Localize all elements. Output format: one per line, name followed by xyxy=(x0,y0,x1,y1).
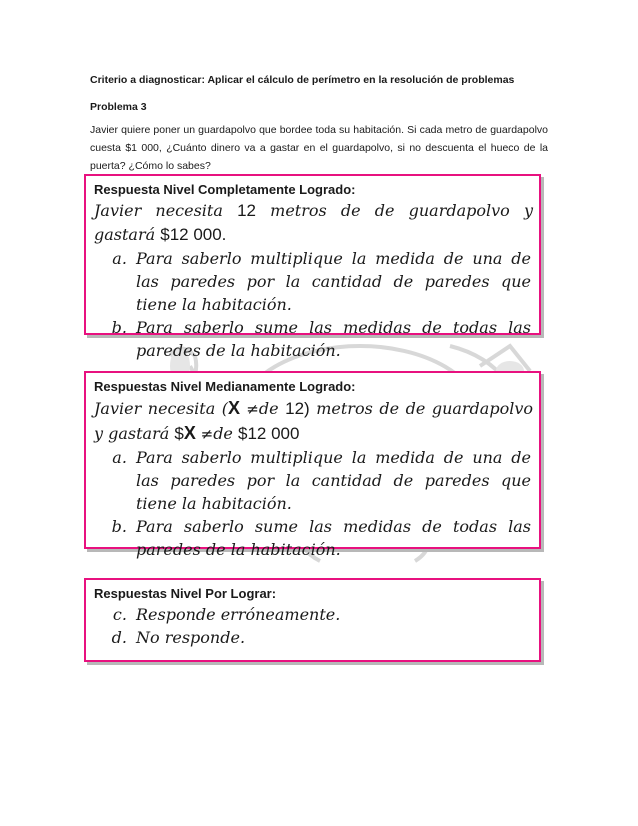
response-box-not-achieved xyxy=(84,578,541,662)
not-equal-sign: ≠ xyxy=(195,425,214,443)
dollar-sign: $ xyxy=(174,424,184,443)
not-equal-sign: ≠ xyxy=(240,400,259,418)
problem-title: Problema 3 xyxy=(90,101,147,113)
response-box-complete xyxy=(84,174,541,360)
answer-text: Javier necesita ( xyxy=(94,399,229,418)
criterio-heading: Criterio a diagnosticar: Aplicar el cálculo de perímetro en la resolución de problemas xyxy=(90,74,515,86)
problem-statement: Javier quiere poner un guardapolvo que bordee toda su habitación. Si cada metro de guardapolvo cuesta $1 000, ¿Cuánto dinero va a gastar en el guardapolvo, si no descuenta el hueco de la puerta? ¿Cómo lo sabes? xyxy=(90,124,548,172)
justification-list xyxy=(86,446,539,567)
answer-number: 12) xyxy=(285,399,310,418)
answer-amount: $12 000. xyxy=(160,225,227,244)
variable-x: X xyxy=(183,423,196,443)
answer-number: 12 xyxy=(237,201,256,220)
justification-list xyxy=(86,247,539,368)
response-item-d: d. No responde. xyxy=(132,626,531,649)
answer-text: de xyxy=(258,399,286,418)
level-label-not-achieved: Respuestas Nivel Por Lograr: xyxy=(94,586,277,601)
model-answer-complete xyxy=(86,197,539,247)
response-box-partial xyxy=(84,371,541,559)
response-item-c: c. Responde erróneamente. xyxy=(132,603,531,626)
answer-text: Javier necesita xyxy=(94,201,238,220)
variable-x: X xyxy=(228,398,241,418)
level-label-complete: Respuesta Nivel Completamente Logrado: xyxy=(94,182,356,197)
justification-item-b: b. Para saberlo sume las medidas de todas las paredes de la habitación. xyxy=(132,316,531,362)
answer-amount: $12 000 xyxy=(237,424,300,443)
justification-item-a: a. Para saberlo multiplique la medida de una de las paredes por la cantidad de paredes que tiene la habitación. xyxy=(132,247,531,316)
answer-text: metros de de guardapolvo y gastará xyxy=(94,399,533,443)
answer-text: metros de de guardapolvo y gastará xyxy=(94,201,533,244)
justification-item-b: b. Para saberlo sume las medidas de todas las paredes de la habitación. xyxy=(132,515,531,561)
justification-item-a: a. Para saberlo multiplique la medida de una de las paredes por la cantidad de paredes que tiene la habitación. xyxy=(132,446,531,515)
level-label-partial: Respuestas Nivel Medianamente Logrado: xyxy=(94,379,356,394)
answer-text: de xyxy=(213,424,238,443)
model-answer-partial xyxy=(86,394,539,446)
response-list xyxy=(86,601,539,655)
